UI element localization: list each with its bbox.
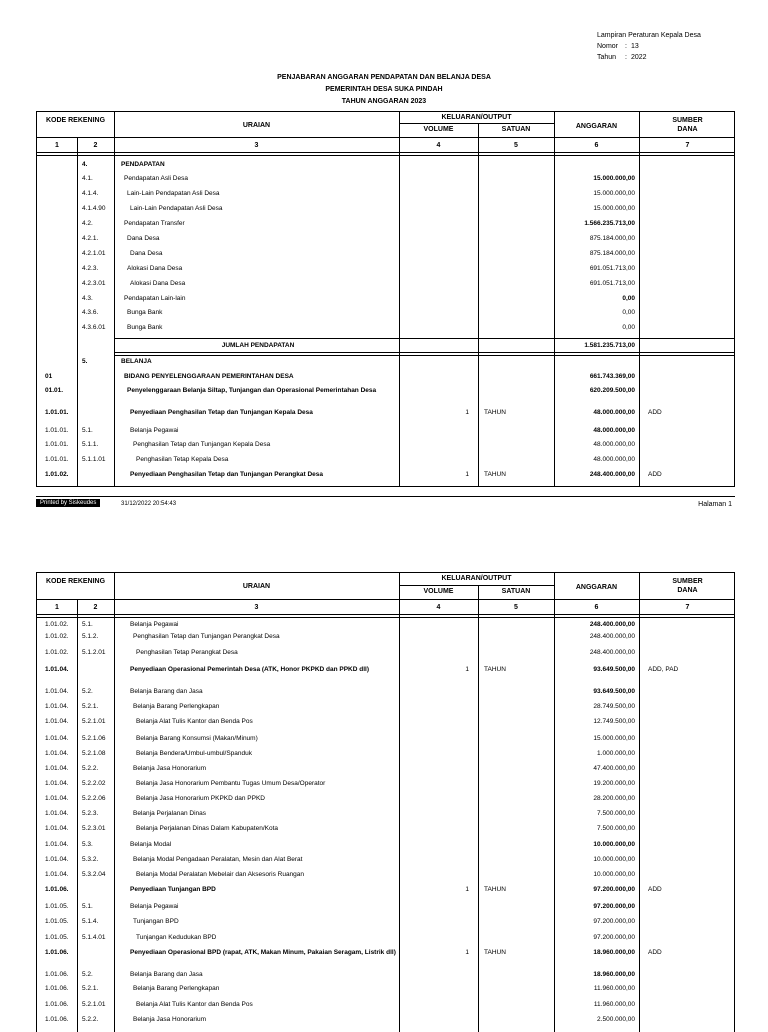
- header-keluaran: KELUARAN/OUTPUT: [441, 575, 512, 582]
- header-uraian: URAIAN: [242, 583, 271, 590]
- divider: [77, 137, 78, 486]
- anggaran-cell: 93.649.500,00: [593, 688, 635, 695]
- kode-cell: 1.01.01.: [45, 409, 69, 416]
- anggaran-cell: 248.400.000,00: [589, 621, 635, 628]
- header-keluaran: KELUARAN/OUTPUT: [441, 114, 512, 121]
- anggaran-cell: 15.000.000,00: [593, 175, 635, 182]
- uraian-cell: Lain-Lain Pendapatan Asli Desa: [127, 190, 220, 197]
- rekening-cell: 5.2.1.06: [82, 735, 106, 742]
- rekening-cell: 4.3.: [82, 295, 93, 302]
- uraian-cell: Belanja Bendera/Umbul-umbul/Spanduk: [136, 750, 252, 757]
- colnum-2: 2: [93, 604, 98, 611]
- kode-cell: 1.01.02.: [45, 471, 69, 478]
- anggaran-cell: 7.500.000,00: [597, 810, 635, 817]
- uraian-cell: Penghasilan Tetap Perangkat Desa: [136, 649, 238, 656]
- anggaran-cell: 11.960.000,00: [593, 985, 635, 992]
- divider: [37, 152, 734, 153]
- budget-table-page-2: [36, 572, 735, 1032]
- kode-cell: 1.01.06.: [45, 985, 69, 992]
- anggaran-cell: 0,00: [622, 324, 635, 331]
- footer-rule: [36, 496, 735, 497]
- kode-cell: 1.01.05.: [45, 918, 69, 925]
- rekening-cell: 5.: [82, 358, 88, 365]
- anggaran-cell: 48.000.000,00: [593, 409, 635, 416]
- volume-cell: 1: [465, 471, 469, 478]
- anggaran-cell: 10.000.000,00: [593, 856, 635, 863]
- rekening-cell: 5.2.1.: [82, 985, 99, 992]
- header-sumber: SUMBER DANA: [672, 578, 703, 594]
- volume-cell: 1: [465, 949, 469, 956]
- divider: [37, 617, 734, 618]
- satuan-cell: TAHUN: [484, 409, 506, 416]
- kode-cell: 1.01.01.: [45, 441, 69, 448]
- document-titles: [0, 72, 768, 108]
- uraian-cell: Belanja Barang Perlengkapan: [133, 703, 220, 710]
- colnum-7: 7: [685, 142, 690, 149]
- anggaran-cell: 93.649.500,00: [593, 666, 635, 673]
- lampiran-nomor: [597, 41, 701, 52]
- uraian-cell: Dana Desa: [127, 235, 160, 242]
- uraian-cell: Dana Desa: [130, 250, 163, 257]
- kode-cell: 1.01.05.: [45, 934, 69, 941]
- rekening-cell: 5.1.: [82, 621, 93, 628]
- uraian-cell: Belanja Barang dan Jasa: [130, 971, 203, 978]
- rekening-cell: 5.2.1.01: [82, 1001, 106, 1008]
- rekening-cell: 5.1.1.01: [82, 456, 106, 463]
- rekening-cell: 4.1.4.90: [82, 205, 106, 212]
- colnum-6: 6: [594, 142, 599, 149]
- uraian-cell: Belanja Jasa Honorarium PKPKD dan PPKD: [136, 795, 265, 802]
- kode-cell: 1.01.04.: [45, 703, 69, 710]
- header-kode: KODE REKENING: [45, 117, 106, 124]
- anggaran-cell: 15.000.000,00: [593, 190, 635, 197]
- header-uraian: URAIAN: [242, 122, 271, 129]
- uraian-cell: Penyediaan Operasional BPD (rapat, ATK, Makan Minum, Pakaian Seragam, Listrik dll): [130, 949, 396, 956]
- sumber-cell: ADD: [648, 886, 662, 893]
- uraian-cell: Penyediaan Operasional Pemerintah Desa (ATK, Honor PKPKD dan PPKD dll): [130, 666, 369, 673]
- uraian-cell: Tunjangan Kedudukan BPD: [136, 934, 217, 941]
- uraian-cell: Belanja Pegawai: [130, 621, 179, 628]
- page-number: Halaman 1: [698, 501, 732, 508]
- rekening-cell: 5.3.2.: [82, 856, 99, 863]
- divider: [399, 123, 554, 124]
- divider: [37, 137, 734, 138]
- divider: [639, 112, 640, 486]
- kode-cell: 1.01.04.: [45, 841, 69, 848]
- divider: [77, 599, 78, 1032]
- divider: [114, 573, 115, 1032]
- colnum-5: 5: [514, 604, 518, 611]
- uraian-cell: Belanja Barang dan Jasa: [130, 688, 203, 695]
- uraian-cell: Belanja Perjalanan Dinas Dalam Kabupaten/Kota: [136, 825, 279, 832]
- uraian-cell: JUMLAH PENDAPATAN: [221, 342, 295, 349]
- anggaran-cell: 97.200.000,00: [593, 886, 635, 893]
- kode-cell: 1.01.04.: [45, 765, 69, 772]
- rekening-cell: 4.: [82, 161, 88, 168]
- uraian-cell: Penghasilan Tetap dan Tunjangan Kepala Desa: [133, 441, 271, 448]
- uraian-cell: Penyediaan Penghasilan Tetap dan Tunjangan Kepala Desa: [130, 409, 313, 416]
- tahun-value: 2022: [631, 54, 647, 61]
- kode-cell: 1.01.04.: [45, 750, 69, 757]
- header-satuan: SATUAN: [501, 588, 531, 595]
- anggaran-cell: 248.400.000,00: [589, 649, 635, 656]
- satuan-cell: TAHUN: [484, 886, 506, 893]
- anggaran-cell: 620.209.500,00: [589, 387, 635, 394]
- anggaran-cell: 11.960.000,00: [593, 1001, 635, 1008]
- divider: [114, 355, 734, 356]
- divider: [37, 614, 734, 615]
- rekening-cell: 5.2.: [82, 971, 93, 978]
- divider: [114, 112, 115, 486]
- kode-cell: 1.01.04.: [45, 871, 69, 878]
- divider: [554, 573, 555, 1032]
- sumber-cell: ADD: [648, 471, 662, 478]
- budget-table-page-1: [36, 111, 735, 487]
- divider: [114, 338, 734, 339]
- anggaran-cell: 0,00: [622, 295, 635, 302]
- volume-cell: 1: [465, 886, 469, 893]
- uraian-cell: Belanja Jasa Honorarium Pembantu Tugas Umum Desa/Operator: [136, 780, 326, 787]
- rekening-cell: 5.2.2.: [82, 1016, 99, 1023]
- colnum-1: 1: [55, 604, 59, 611]
- colnum-7: 7: [685, 604, 690, 611]
- sumber-cell: ADD: [648, 949, 662, 956]
- anggaran-cell: 15.000.000,00: [593, 205, 635, 212]
- volume-cell: 1: [465, 409, 469, 416]
- printed-by-badge: Printed by Siskeudes: [36, 499, 100, 507]
- uraian-cell: PENDAPATAN: [121, 161, 165, 168]
- anggaran-cell: 48.000.000,00: [593, 427, 635, 434]
- anggaran-cell: 875.184.000,00: [589, 235, 635, 242]
- divider: [639, 573, 640, 1032]
- anggaran-cell: 48.000.000,00: [593, 456, 635, 463]
- anggaran-cell: 10.000.000,00: [593, 871, 635, 878]
- rekening-cell: 5.2.1.08: [82, 750, 106, 757]
- uraian-cell: Belanja Modal: [130, 841, 172, 848]
- kode-cell: 1.01.04.: [45, 735, 69, 742]
- uraian-cell: Pendapatan Lain-lain: [124, 295, 186, 302]
- header-kode: KODE REKENING: [45, 578, 106, 585]
- sumber-cell: ADD, PAD: [648, 666, 679, 673]
- uraian-cell: Belanja Perjalanan Dinas: [133, 810, 206, 817]
- uraian-cell: Alokasi Dana Desa: [130, 280, 186, 287]
- uraian-cell: Belanja Pegawai: [130, 903, 179, 910]
- uraian-cell: Penyediaan Tunjangan BPD: [130, 886, 216, 893]
- divider: [37, 599, 734, 600]
- nomor-label: Nomor: [597, 43, 619, 50]
- uraian-cell: Tunjangan BPD: [133, 918, 179, 925]
- kode-cell: 1.01.02.: [45, 649, 69, 656]
- uraian-cell: Alokasi Dana Desa: [127, 265, 183, 272]
- print-timestamp: 31/12/2022 20:54:43: [121, 501, 177, 507]
- kode-cell: 1.01.04.: [45, 780, 69, 787]
- satuan-cell: TAHUN: [484, 666, 506, 673]
- rekening-cell: 4.2.3.01: [82, 280, 106, 287]
- colnum-3: 3: [254, 142, 259, 149]
- uraian-cell: Pendapatan Asli Desa: [124, 175, 188, 182]
- uraian-cell: Belanja Pegawai: [130, 427, 179, 434]
- anggaran-cell: 7.500.000,00: [597, 825, 635, 832]
- anggaran-cell: 875.184.000,00: [589, 250, 635, 257]
- anggaran-cell: 19.200.000,00: [593, 780, 635, 787]
- uraian-cell: Penghasilan Tetap dan Tunjangan Perangkat Desa: [133, 633, 280, 640]
- kode-cell: 1.01.04.: [45, 825, 69, 832]
- anggaran-cell: 97.200.000,00: [593, 903, 635, 910]
- anggaran-cell: 12.749.500,00: [593, 718, 635, 725]
- rekening-cell: 5.2.1.01: [82, 718, 106, 725]
- rekening-cell: 5.1.2.: [82, 633, 99, 640]
- title-line-3: TAHUN ANGGARAN 2023: [341, 98, 427, 105]
- anggaran-cell: 248.400.000,00: [589, 471, 635, 478]
- kode-cell: 1.01.02.: [45, 633, 69, 640]
- rekening-cell: 4.3.6.01: [82, 324, 106, 331]
- rekening-cell: 4.2.: [82, 220, 93, 227]
- rekening-cell: 5.2.2.06: [82, 795, 106, 802]
- anggaran-cell: 10.000.000,00: [593, 841, 635, 848]
- kode-cell: 01: [45, 373, 53, 380]
- tahun-label: Tahun: [597, 54, 617, 61]
- rekening-cell: 5.2.2.: [82, 765, 99, 772]
- kode-cell: 1.01.06.: [45, 949, 69, 956]
- anggaran-cell: 97.200.000,00: [593, 918, 635, 925]
- divider: [478, 123, 479, 486]
- colnum-4: 4: [436, 142, 441, 149]
- uraian-cell: Bunga Bank: [127, 324, 163, 331]
- colnum-4: 4: [436, 604, 441, 611]
- anggaran-cell: 18.960.000,00: [593, 971, 635, 978]
- kode-cell: 1.01.01.: [45, 427, 69, 434]
- rekening-cell: 5.1.4.01: [82, 934, 106, 941]
- anggaran-cell: 47.400.000,00: [593, 765, 635, 772]
- rekening-cell: 5.1.: [82, 903, 93, 910]
- rekening-cell: 5.1.1.: [82, 441, 99, 448]
- header-sumber: SUMBER DANA: [672, 117, 703, 133]
- rekening-cell: 4.2.3.: [82, 265, 99, 272]
- anggaran-cell: 691.051.713,00: [589, 280, 635, 287]
- divider: [37, 155, 734, 156]
- uraian-cell: Penyediaan Penghasilan Tetap dan Tunjangan Perangkat Desa: [130, 471, 324, 478]
- kode-cell: 1.01.05.: [45, 903, 69, 910]
- rekening-cell: 5.2.: [82, 688, 93, 695]
- anggaran-cell: 2.500.000,00: [597, 1016, 635, 1023]
- kode-cell: 01.01.: [45, 387, 64, 394]
- kode-cell: 1.01.04.: [45, 810, 69, 817]
- anggaran-cell: 248.400.000,00: [589, 633, 635, 640]
- anggaran-cell: 15.000.000,00: [593, 735, 635, 742]
- kode-cell: 1.01.06.: [45, 971, 69, 978]
- uraian-cell: Belanja Alat Tulis Kantor dan Benda Pos: [136, 718, 253, 725]
- rekening-cell: 5.3.2.04: [82, 871, 106, 878]
- kode-cell: 1.01.06.: [45, 1016, 69, 1023]
- rekening-cell: 5.3.: [82, 841, 93, 848]
- anggaran-cell: 97.200.000,00: [593, 934, 635, 941]
- anggaran-cell: 1.566.235.713,00: [584, 220, 635, 227]
- rekening-cell: 5.2.3.: [82, 810, 99, 817]
- colnum-6: 6: [594, 604, 599, 611]
- anggaran-cell: 48.000.000,00: [593, 441, 635, 448]
- rekening-cell: 4.2.1.01: [82, 250, 106, 257]
- sumber-cell: ADD: [648, 409, 662, 416]
- divider: [114, 352, 734, 353]
- kode-cell: 1.01.02.: [45, 621, 69, 628]
- divider: [399, 585, 554, 586]
- anggaran-cell: 18.960.000,00: [593, 949, 635, 956]
- colnum-1: 1: [55, 142, 59, 149]
- kode-cell: 1.01.06.: [45, 1001, 69, 1008]
- uraian-cell: Pendapatan Transfer: [124, 220, 185, 227]
- rekening-cell: 5.1.4.: [82, 918, 99, 925]
- colnum-5: 5: [514, 142, 518, 149]
- uraian-cell: Belanja Barang Konsumsi (Makan/Minum): [136, 735, 258, 742]
- kode-cell: 1.01.06.: [45, 886, 69, 893]
- rekening-cell: 5.1.2.01: [82, 649, 106, 656]
- divider: [478, 585, 479, 1032]
- rekening-cell: 4.2.1.: [82, 235, 99, 242]
- rekening-cell: 5.2.3.01: [82, 825, 106, 832]
- header-satuan: SATUAN: [501, 126, 531, 133]
- colnum-3: 3: [254, 604, 259, 611]
- satuan-cell: TAHUN: [484, 949, 506, 956]
- anggaran-cell: 691.051.713,00: [589, 265, 635, 272]
- anggaran-cell: 1.000.000,00: [597, 750, 635, 757]
- header-volume: VOLUME: [423, 126, 454, 133]
- kode-cell: 1.01.04.: [45, 666, 69, 673]
- volume-cell: 1: [465, 666, 469, 673]
- satuan-cell: TAHUN: [484, 471, 506, 478]
- title-line-2: PEMERINTAH DESA SUKA PINDAH: [325, 86, 443, 93]
- uraian-cell: Belanja Alat Tulis Kantor dan Benda Pos: [136, 1001, 253, 1008]
- kode-cell: 1.01.04.: [45, 688, 69, 695]
- nomor-value: 13: [631, 43, 639, 50]
- anggaran-cell: 661.743.369,00: [589, 373, 635, 380]
- anggaran-cell: 0,00: [622, 309, 635, 316]
- header-volume: VOLUME: [423, 588, 454, 595]
- uraian-cell: Penyelenggaraan Belanja Siltap, Tunjangan dan Operasional Pemerintahan Desa: [127, 387, 377, 394]
- rekening-cell: 4.3.6.: [82, 309, 99, 316]
- uraian-cell: Belanja Jasa Honorarium: [133, 765, 206, 772]
- rekening-cell: 5.2.2.02: [82, 780, 106, 787]
- colnum-2: 2: [93, 142, 98, 149]
- kode-cell: 1.01.04.: [45, 856, 69, 863]
- rekening-cell: 4.1.: [82, 175, 93, 182]
- kode-cell: 1.01.01.: [45, 456, 69, 463]
- uraian-cell: Lain-Lain Pendapatan Asli Desa: [130, 205, 223, 212]
- title-line-1: PENJABARAN ANGGARAN PENDAPATAN DAN BELANJA DESA: [277, 74, 491, 81]
- rekening-cell: 4.1.4.: [82, 190, 99, 197]
- lampiran-tahun: [597, 52, 701, 63]
- uraian-cell: BELANJA: [121, 358, 152, 365]
- rekening-cell: 5.1.: [82, 427, 93, 434]
- uraian-cell: Belanja Jasa Honorarium: [133, 1016, 206, 1023]
- anggaran-cell: 28.749.500,00: [593, 703, 635, 710]
- lampiran-block: [597, 30, 701, 63]
- rekening-cell: 5.2.1.: [82, 703, 99, 710]
- header-anggaran: ANGGARAN: [575, 123, 618, 130]
- uraian-cell: Belanja Modal Pengadaan Peralatan, Mesin dan Alat Berat: [133, 856, 303, 863]
- header-anggaran: ANGGARAN: [575, 584, 618, 591]
- kode-cell: 1.01.04.: [45, 795, 69, 802]
- anggaran-cell: 28.200.000,00: [593, 795, 635, 802]
- uraian-cell: Bunga Bank: [127, 309, 163, 316]
- uraian-cell: Penghasilan Tetap Kepala Desa: [136, 456, 229, 463]
- anggaran-cell: 1.581.235.713,00: [584, 342, 635, 349]
- kode-cell: 1.01.04.: [45, 718, 69, 725]
- divider: [554, 112, 555, 486]
- uraian-cell: BIDANG PENYELENGGARAAN PEMERINTAHAN DESA: [124, 373, 294, 380]
- uraian-cell: Belanja Modal Peralatan Mebelair dan Aksesoris Ruangan: [136, 871, 305, 878]
- nomor-sep: :: [625, 43, 627, 50]
- tahun-sep: :: [625, 54, 627, 61]
- uraian-cell: Belanja Barang Perlengkapan: [133, 985, 220, 992]
- lampiran-title: Lampiran Peraturan Kepala Desa: [597, 32, 701, 39]
